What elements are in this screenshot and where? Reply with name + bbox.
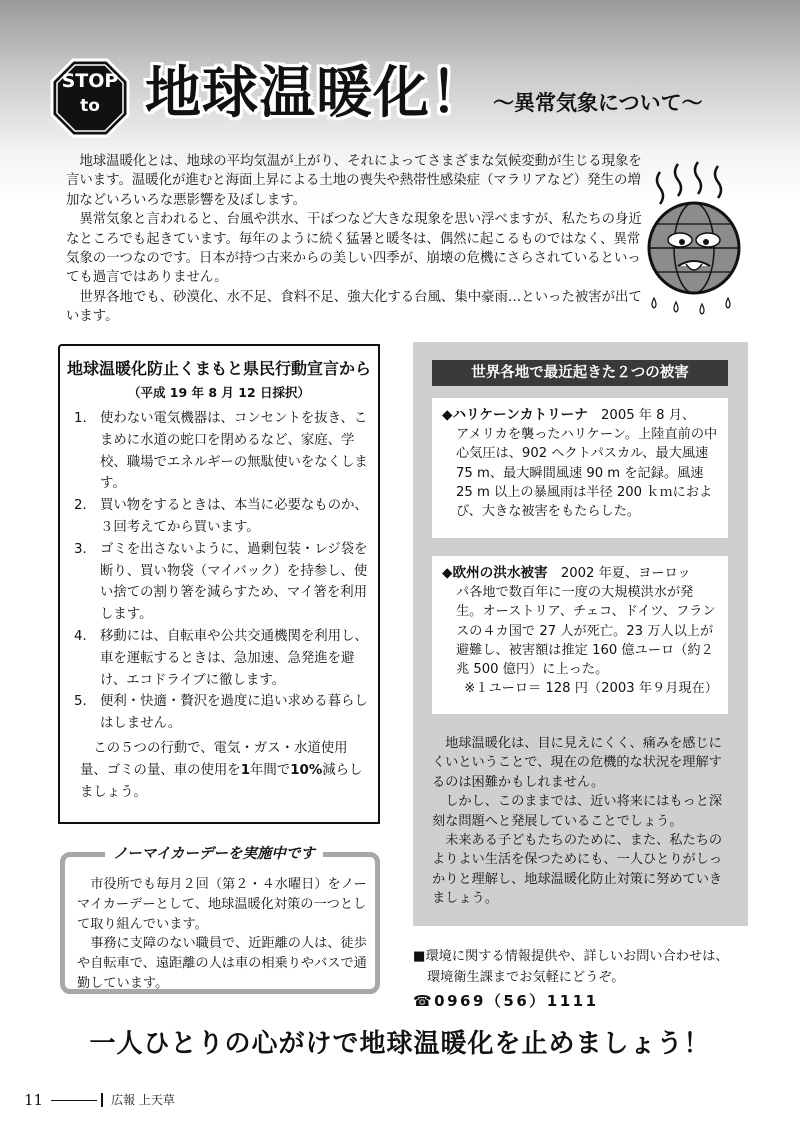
phone-number: ☎0969（56）1111 bbox=[413, 992, 599, 1010]
summary-text: 減らしましょう。 bbox=[80, 763, 363, 800]
katrina-body: アメリカを襲ったハリケーン。上陸直前の中心気圧は、902 ヘクトパスカル、最大風速 75 m、最大瞬間風速 90 m を記録。風速 25 m 以上の暴風雨は半径 200 ｋｍにおよび、大きな被害をもたらした。 bbox=[456, 427, 718, 520]
page-subtitle: 〜異常気象について〜 bbox=[493, 91, 703, 115]
footer-tick bbox=[101, 1093, 103, 1107]
katrina-title: ◆ハリケーンカトリーナ bbox=[442, 407, 588, 423]
europe-flood-lead: 2002 年夏、ヨーロッ bbox=[560, 566, 691, 581]
summary-emphasis: 10% bbox=[290, 763, 323, 778]
disasters-heading: 世界各地で最近起きた２つの被害 bbox=[432, 360, 728, 386]
europe-flood-body: パ各地で数百年に一度の大規模洪水が発生。オーストリア、チェコ、ドイツ、フランスの４カ国で 27 人が死亡。23 万人以上が避難し、被害額は推定 160 億ユーロ（約２兆 500 億円）に上った。 bbox=[456, 585, 716, 678]
closing-paragraph: 地球温暖化は、目に見えにくく、痛みを感じにくいということで、現在の危機的な状況を理解するのは困難かもしれません。 bbox=[432, 736, 722, 790]
stop-word: STOP bbox=[61, 70, 119, 92]
stop-to-word: to bbox=[80, 96, 100, 116]
page-number: 11 bbox=[24, 1091, 44, 1109]
no-my-car-body bbox=[77, 875, 372, 994]
item-text: 便利・快適・贅沢を過度に追い求める暮らしはしません。 bbox=[100, 694, 368, 732]
item-number: 2． bbox=[74, 498, 96, 514]
item-number: 1． bbox=[74, 411, 96, 426]
action-declaration-box bbox=[58, 344, 380, 824]
no-my-car-day-box bbox=[60, 846, 380, 994]
closing-text bbox=[432, 734, 730, 909]
declaration-item bbox=[74, 691, 374, 735]
item-number: 4． bbox=[74, 628, 96, 644]
contact-line: ■環境に関する情報提供や、詳しいお問い合わせは、 bbox=[413, 949, 729, 964]
sweating-globe-icon bbox=[642, 160, 752, 320]
no-my-car-paragraph: 市役所でも毎月２回（第２・４水曜日）をノーマイカーデーとして、地球温暖化対策の一つとして取り組んでいます。 bbox=[77, 877, 367, 932]
no-my-car-title: ノーマイカーデーを実施中です bbox=[105, 843, 323, 865]
page-footer bbox=[24, 1090, 175, 1110]
closing-paragraph: 未来ある子どもたちのために、また、私たちのよりよい生活を保つためにも、一人ひとりがしっかりと理解し、地球温暖化防止対策に努めていきましょう。 bbox=[432, 833, 723, 907]
intro-paragraph: 地球温暖化とは、地球の平均気温が上がり、それによってさまざまな気候変動が生じる現象を言います。温暖化が進むと海面上昇による土地の喪失や熱帯性感染症（マラリアなど）発生の増加などいろいろな悪影響を及ぼします。 bbox=[66, 154, 642, 208]
declaration-item bbox=[74, 539, 374, 626]
katrina-box bbox=[432, 398, 728, 538]
item-text: ゴミを出さないように、過剰包装・レジ袋を断り、買い物袋（マイバック）を持参し、使い捨ての割り箸を減らすため、マイ箸を利用します。 bbox=[100, 541, 368, 623]
item-number: 5． bbox=[74, 694, 96, 710]
intro-paragraph: 世界各地でも、砂漠化、水不足、食料不足、強大化する台風、集中豪雨…といった被害が出ています。 bbox=[66, 289, 642, 325]
declaration-item bbox=[74, 495, 374, 539]
no-my-car-paragraph: 事務に支障のない職員で、近距離の人は、徒歩や自転車で、遠距離の人は車の相乗りやバスで通勤しています。 bbox=[77, 936, 367, 991]
intro-text bbox=[66, 152, 644, 327]
declaration-item bbox=[74, 626, 374, 691]
contact-info bbox=[413, 946, 763, 988]
declaration-item bbox=[74, 408, 374, 495]
closing-paragraph: しかし、このままでは、近い将来にはもっと深刻な問題へと発展していることでしょう。 bbox=[432, 794, 723, 829]
katrina-lead: 2005 年 8 月、 bbox=[601, 408, 696, 423]
item-number: 3． bbox=[74, 541, 96, 557]
summary-text: 年間で bbox=[250, 763, 291, 778]
item-text: 使わない電気機器は、コンセントを抜き、こまめに水道の蛇口を閉めるなど、家庭、学校、職場でエネルギーの無駄使いをなくします。 bbox=[100, 411, 368, 492]
footer-rule bbox=[51, 1100, 97, 1101]
contact-line: 環境衛生課までお気軽にどうぞ。 bbox=[427, 970, 625, 985]
summary-emphasis: 1 bbox=[240, 763, 251, 778]
publication-name: 広報 上天草 bbox=[111, 1093, 175, 1107]
europe-flood-title: ◆欧州の洪水被害 bbox=[442, 565, 548, 581]
europe-flood-box bbox=[432, 556, 728, 714]
slogan: 一人ひとりの心がけで地球温暖化を止めましょう！ bbox=[89, 1029, 711, 1059]
summary-text: この５つの行動で、電気・ガス・水道使用量、ゴミの量、車の使用を bbox=[80, 741, 348, 778]
declaration-date: （平成 19 年 8 月 12 日採択） bbox=[127, 385, 311, 400]
declaration-summary bbox=[80, 738, 372, 804]
page-title: 地球温暖化！ bbox=[145, 61, 487, 126]
declaration-list bbox=[74, 408, 374, 735]
intro-paragraph: 異常気象と言われると、台風や洪水、干ばつなど大きな現象を思い浮べますが、私たちの身近なところでも起きています。毎年のように続く猛暑と暖冬は、偶然に起こるものではなく、異常気象の一つなのです。日本が持つ古来からの美しい四季が、崩壊の危機にさらされているといっても過言ではありません。 bbox=[66, 212, 642, 286]
exchange-rate-note: ※１ユーロ＝ 128 円（2003 年９月現在） bbox=[464, 681, 718, 697]
item-text: 買い物をするときは、本当に必要なものか、３回考えてから買います。 bbox=[100, 498, 368, 535]
item-text: 移動には、自転車や公共交通機関を利用し、車を運転するときは、急加速、急発進を避け、エコドライブに徹します。 bbox=[100, 628, 368, 688]
declaration-title: 地球温暖化防止くまもと県民行動宣言から bbox=[66, 359, 371, 378]
